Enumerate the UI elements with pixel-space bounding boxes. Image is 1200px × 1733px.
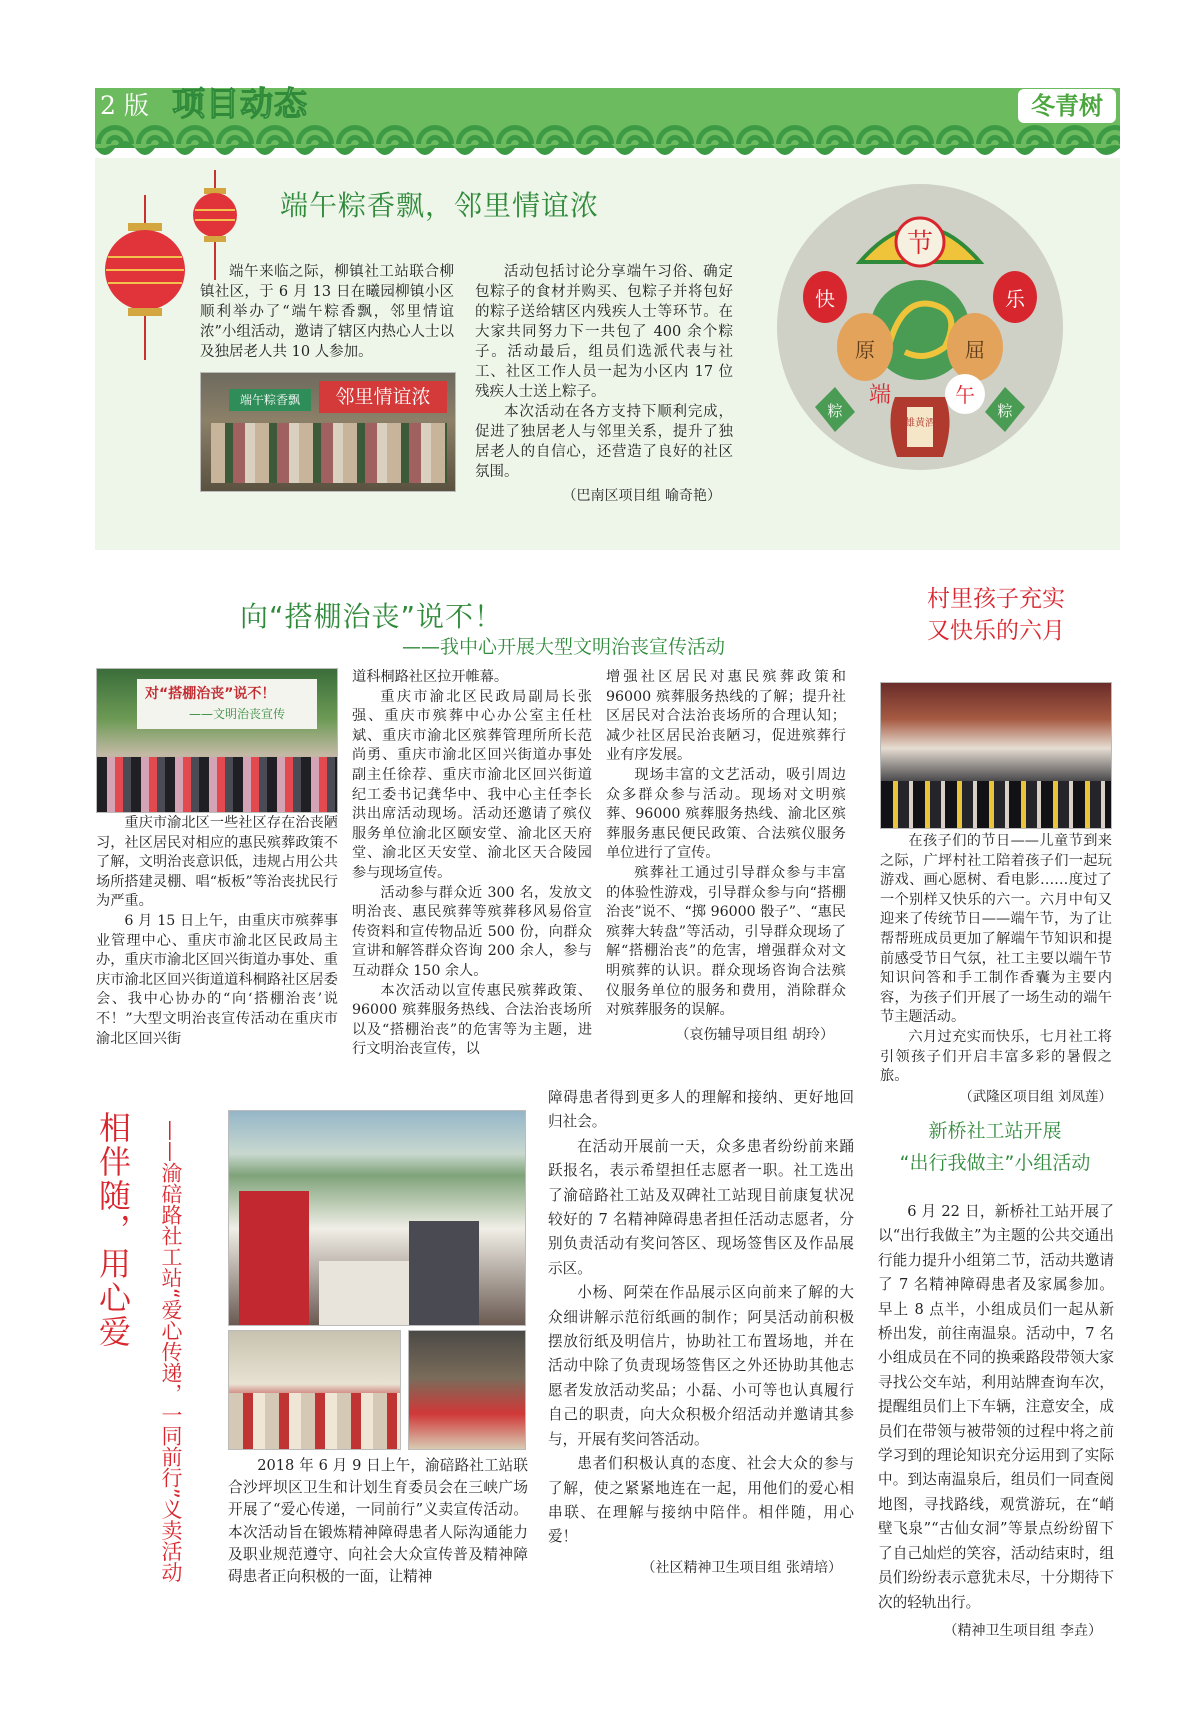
article3-title: [880, 583, 1112, 647]
emblem-char-low-right: 午: [955, 383, 975, 407]
emblem-char-left: 快: [815, 287, 835, 311]
photo-banner-main: 对“搭棚治丧”说不！: [145, 686, 276, 702]
article4-col1: [228, 1455, 528, 1588]
article2-col1: [96, 814, 338, 1049]
article4-photo-main: [228, 1110, 526, 1326]
wave-pattern: [95, 124, 1120, 162]
article5-title-line2: “出行我做主”小组活动: [899, 1152, 1091, 1174]
photo-banner-main: 邻里情谊浓: [319, 381, 447, 413]
article3-body: [880, 832, 1112, 1107]
paragraph: 端午来临之际，柳镇社工站联合柳镇社区，于 6 月 13 日在曦园柳镇小区顺利举办了“端午粽香飘，邻里情谊浓”小组活动，邀请了辖区内热心人士以及独居老人共 10 人参加。: [200, 264, 454, 360]
article2-col3: [606, 668, 846, 1045]
paragraph: 活动参与群众近 300 名，发放文明治丧、惠民殡葬等殡葬移风易俗宣传资料和宣传物品近 500 份，向群众宣讲和解答群众咨询 200 余人，参与互动群众 150 余人。: [352, 884, 592, 979]
logo: 冬青树: [1018, 89, 1116, 123]
emblem-char-low-left: 端: [868, 383, 892, 408]
article3-title-line2: 又快乐的六月: [927, 618, 1065, 644]
article4-photo-left: [228, 1330, 401, 1450]
section-title: 项目动态: [172, 84, 308, 123]
article4-signature: （社区精神卫生项目组 张靖培）: [641, 1559, 842, 1576]
paragraph: 在活动开展前一天，众多患者纷纷前来踊跃报名，表示希望担任志愿者一职。社工选出了渝碚路社工站及双碑社工站现目前康复状况较好的 7 名精神障碍患者担任活动志愿者，分别负责活动有奖问答区、现场签售区及作品展示区。: [548, 1137, 854, 1277]
emblem-char-top: 节: [906, 229, 934, 259]
article3-photo: [880, 682, 1112, 829]
article4-col2: [548, 1086, 854, 1578]
emblem-char-bottom-right: 粽: [997, 402, 1013, 420]
edition-label: 2 版: [100, 91, 149, 120]
paragraph: 本次活动在各方支持下顺利完成，促进了独居老人与邻里关系，提升了独居老人的自信心，还营造了良好的社区氛围。: [475, 404, 733, 480]
paragraph: 障碍患者得到更多人的理解和接纳、更好地回归社会。: [548, 1089, 854, 1131]
article4-photo-right: [408, 1330, 526, 1450]
article2-col2: [352, 668, 592, 1060]
article2-title: 向“搭棚治丧”说不！: [240, 600, 504, 633]
article1-col1: [200, 262, 454, 362]
article1-title: 端午粽香飘，邻里情谊浓: [280, 189, 600, 222]
paragraph: 6 月 15 日上午，由重庆市殡葬事业管理中心、重庆市渝北区民政局主办，重庆市渝北区回兴街道办事处、重庆市渝北区回兴街道道科桐路社区居委会、我中心协办的“向‘搭棚治丧’说不！”大型文明治丧宣传活动在重庆市渝北区回兴街: [96, 912, 338, 1047]
article2-signature: （哀伤辅导项目组 胡玲）: [675, 1026, 834, 1043]
emblem-char-mid-left: 原: [855, 338, 875, 362]
lantern-large-icon: [100, 195, 190, 365]
photo-banner-secondary: ——文明治丧宣传: [189, 707, 286, 721]
article4-title-sub: ——渝碚路社工站“爱心传递，一同前行”义卖活动: [159, 1120, 183, 1583]
article1-signature: （巴南区项目组 喻奇艳）: [562, 488, 721, 504]
paragraph: 重庆市渝北区一些社区存在治丧陋习，社区居民对相应的惠民殡葬政策不了解，文明治丧意识低，违规占用公共场所搭建灵棚、唱“板板”等治丧扰民行为严重。: [96, 815, 338, 910]
emblem-char-mid-right: 屈: [965, 338, 985, 362]
article5-title-line1: 新桥社工站开展: [928, 1120, 1062, 1142]
paragraph: 六月过充实而快乐，七月社工将引领孩子们开启丰富多彩的暑假之旅。: [880, 1028, 1112, 1085]
paragraph: 6 月 22 日，新桥社工站开展了以“出行我做主”为主题的公共交通出行能力提升小组第二节，活动共邀请了 7 名精神障碍患者及家属参加。早上 8 点半，小组成员们一起从新桥出发，前往南温泉。活动中，7 名小组成员在不同的换乘路段带领大家寻找公交车站，利用站牌查询车次，提醒组员们上下车辆，注意安全，成员们在带领与被带领的过程中将之前学习到的理论知识充分运用到了实际中。到达南温泉后，组员们一同查阅地图，寻找路线，观赏游玩，在“峭壁飞泉”“古仙女洞”等景点纷纷留下了自己灿烂的笑容，活动结束时，组员们纷纷表示意犹未尽，十分期待下次的轻轨出行。: [878, 1203, 1114, 1611]
article3-title-line1: 村里孩子充实: [927, 586, 1065, 612]
article5-body: [878, 1200, 1114, 1641]
article2-photo: [96, 668, 338, 813]
article5-signature: （精神卫生项目组 李垚）: [943, 1622, 1102, 1639]
emblem-char-right: 乐: [1005, 287, 1025, 311]
emblem-char-bottom-left: 粽: [827, 402, 843, 420]
article1-photo: [200, 372, 456, 492]
article5-title: [870, 1115, 1120, 1179]
paragraph: 本次活动以宣传惠民殡葬政策、96000 殡葬服务热线、合法治丧场所以及“搭棚治丧”的危害等为主题，进行文明治丧宣传，以: [352, 982, 592, 1058]
paragraph: 增强社区居民对惠民殡葬政策和 96000 殡葬服务热线的了解；提升社区居民对合法治丧场所的合理认知；减少社区居民治丧陋习，促进殡葬行业有序发展。: [606, 669, 846, 764]
paragraph: 2018 年 6 月 9 日上午，渝碚路社工站联合沙坪坝区卫生和计划生育委员会在三峡广场开展了“爱心传递，一同前行”义卖宣传活动。本次活动旨在锻炼精神障碍患者人际沟通能力及职业规范遵守、向社会大众宣传普及精神障碍患者正向积极的一面，让精神: [228, 1457, 528, 1586]
paragraph: 小杨、阿荣在作品展示区向前来了解的大众细讲解示范衍纸画的制作；阿昊活动前积极摆放衍纸及明信片，协助社工布置场地，并在活动中除了负责现场签售区之外还协助其他志愿者发放活动奖品；小磊、小可等也认真履行自己的职责，向大众积极介绍活动并邀请其参与，开展有奖问答活动。: [548, 1284, 854, 1448]
article3-signature: （武隆区项目组 刘凤莲）: [959, 1088, 1112, 1105]
article2-subtitle: ——我中心开展大型文明治丧宣传活动: [402, 636, 726, 658]
paragraph: 在孩子们的节日——儿童节到来之际，广坪村社工陪着孩子们一起玩游戏、画心愿树、看电影……度过了一个别样又快乐的六一。六月中旬又迎来了传统节日——端午节，为了让帮帮班成员更加了解端午节知识和提前感受节日气氛，社工主要以端午节知识问答和手工制作香囊为主要内容，为孩子们开展了一场生动的端午节主题活动。: [880, 833, 1112, 1026]
photo-banner-secondary: 端午粽香飘: [229, 389, 311, 411]
paragraph: 殡葬社工通过引导群众参与丰富的体验性游戏，引导群众参与向“搭棚治丧”说不、“掷 96000 骰子”、“惠民殡葬大转盘”等活动，引导群众现场了解“搭棚治丧”的危害，增强群众对文明殡葬的认识。群众现场咨询合法殡仪服务单位的服务和费用，消除群众对殡葬服务的误解。: [606, 864, 846, 1019]
paragraph: 患者们积极认真的态度、社会大众的参与了解，使之紧紧地连在一起，用他们的爱心相串联、在理解与接纳中陪伴。相伴随，用心爱！: [548, 1455, 854, 1546]
article4-title-main: 相伴随，用心爱: [94, 1111, 132, 1349]
paragraph: 活动包括讨论分享端午习俗、确定包粽子的食材并购买、包粽子并将包好的粽子送给辖区内残疾人士等环节。在大家共同努力下一共包了 400 余个粽子。活动最后，组员们选派代表与社工、社区工作人员一起为小区内 17 位残疾人士送上粽子。: [475, 264, 733, 400]
article1-col2: [475, 262, 733, 506]
emblem-jar-label: 雄黄酒: [905, 418, 935, 429]
paragraph: 现场丰富的文艺活动，吸引周边众多群众参与活动。现场对文明殡葬、96000 殡葬服务热线、渝北区殡葬服务惠民便民政策、合法殡仪服务单位进行了宣传。: [606, 766, 846, 862]
dragon-boat-emblem: [775, 182, 1065, 472]
paragraph: 道科桐路社区拉开帷幕。: [352, 669, 509, 685]
paragraph: 重庆市渝北区民政局副局长张强、重庆市殡葬中心办公室主任杜斌、重庆市渝北区殡葬管理所所长范尚勇、重庆市渝北区回兴街道办事处副主任徐荐、重庆市渝北区回兴街道纪工委书记龚华中、我中心主任李长洪出席活动现场。活动还邀请了殡仪服务单位渝北区颐安堂、渝北区天府堂、渝北区天安堂、渝北区天合陵园参与现场宣传。: [352, 688, 592, 881]
